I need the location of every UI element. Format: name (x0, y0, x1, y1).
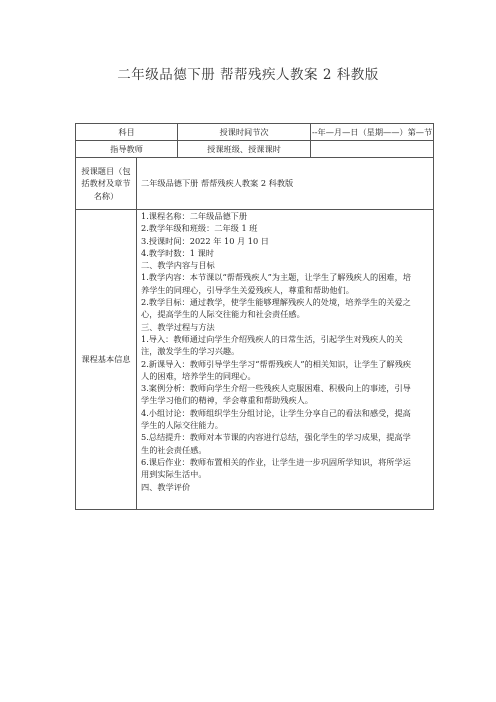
info-line: 注，激发学生的学习兴趣。 (141, 346, 240, 357)
section-heading: 二、教学内容与目标 (141, 260, 215, 271)
info-label: 课程基本信息 (76, 210, 137, 510)
topic-label: 授课题目（包括教材及章节名称） (76, 158, 137, 210)
subject-label: 科目 (76, 124, 178, 141)
info-line: 心，提高学生的人际交往能力和社会责任感。 (141, 309, 305, 320)
info-line: 1.教学内容：本节课以“帮帮残疾人”为主题，让学生了解残疾人的困难，培 (141, 272, 411, 283)
class-label: 授课班级、授课课时 (178, 141, 311, 158)
topic-value: 二年级品德下册 帮帮残疾人教案 2 科教版 (137, 158, 434, 210)
teacher-label: 指导教师 (76, 141, 178, 158)
info-line: 2.新课导入：教师引导学生学习“帮帮残疾人”的相关知识，让学生了解残疾 (141, 358, 411, 369)
info-line: 1.课程名称：二年级品德下册 (141, 211, 248, 221)
table-row-topic (76, 158, 434, 210)
info-line: 学生的人际交往能力。 (141, 420, 223, 431)
info-line: 生的社会责任感。 (141, 444, 207, 455)
lesson-plan-table (75, 123, 434, 510)
info-line: 2.教学年级和班级：二年级 1 班 (141, 223, 258, 234)
info-line: 6.课后作业：教师布置相关的作业，让学生进一步巩固所学知识，将所学运 (141, 456, 411, 467)
section-heading: 四、教学评价 (141, 481, 191, 492)
table-row-teacher (76, 141, 434, 158)
document-title: 二年级品德下册 帮帮残疾人教案 2 科教版 (117, 67, 379, 83)
class-value-cell (311, 141, 434, 158)
info-content (137, 210, 434, 510)
period-value: --年—月—日（星期——）第—节 (311, 124, 434, 141)
info-line: 4.教学时数：1 课时 (141, 247, 214, 258)
info-line: 3.授课时间：2022 年 10 月 10 日 (141, 235, 269, 246)
info-line: 2.教学目标：通过教学，使学生能够理解残疾人的处境，培养学生的关爱之 (141, 297, 411, 308)
info-line: 1.导入：教师通过向学生介绍残疾人的日常生活，引起学生对残疾人的关 (141, 333, 403, 344)
table-row-info (76, 210, 434, 510)
section-heading: 三、教学过程与方法 (141, 321, 215, 332)
table-row-subject (76, 124, 434, 141)
info-line: 人的困难，培养学生的同理心。 (141, 370, 256, 381)
info-line: 用到实际生活中。 (141, 469, 207, 480)
period-label: 授课时间节次 (178, 124, 311, 141)
info-line: 5.总结提升：教师对本节课的内容进行总结，强化学生的学习成果，提高学 (141, 432, 411, 443)
info-line: 学生学习他们的精神，学会尊重和帮助残疾人。 (141, 395, 313, 406)
info-line: 4.小组讨论：教师组织学生分组讨论，让学生分享自己的看法和感受，提高 (141, 407, 411, 418)
info-line: 养学生的同理心，引导学生关爱残疾人，尊重和帮助他们。 (141, 284, 354, 295)
info-line: 3.案例分析：教师向学生介绍一些残疾人克服困难、积极向上的事迹，引导 (141, 383, 411, 394)
